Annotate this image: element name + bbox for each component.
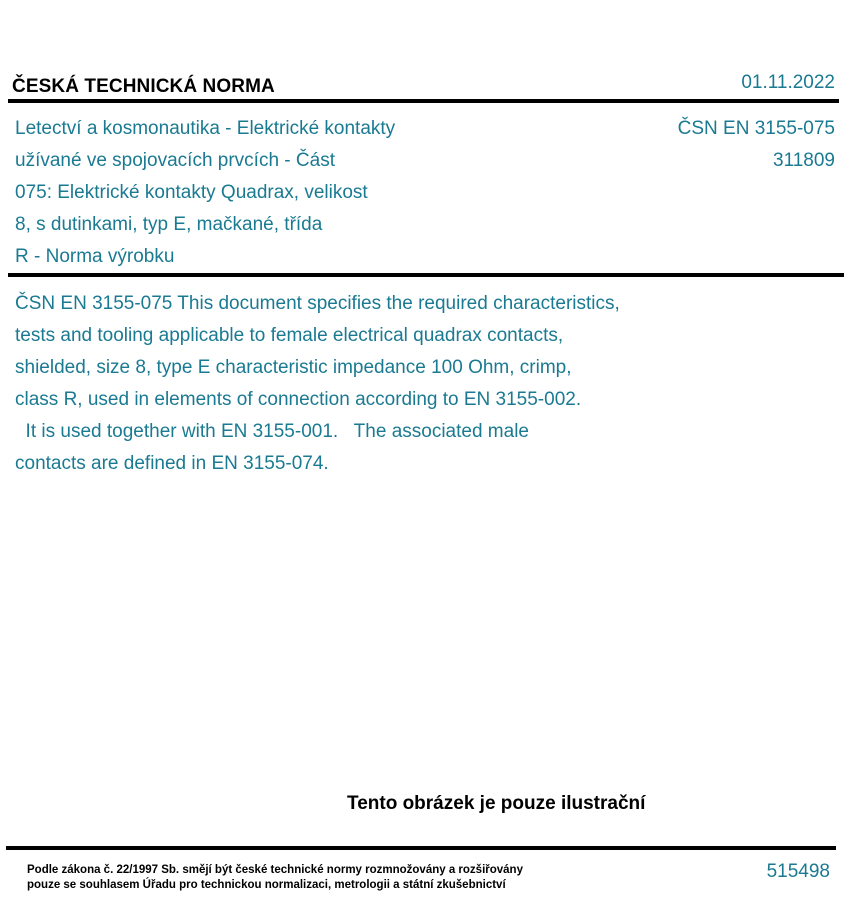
document-header-title: ČESKÁ TECHNICKÁ NORMA xyxy=(12,76,275,97)
catalog-number: 515498 xyxy=(766,861,830,882)
abstract-line: ČSN EN 3155-075 This document specifies the required characteristics, xyxy=(15,293,620,314)
norm-title-line: 8, s dutinkami, typ E, mačkané, třída xyxy=(15,214,323,235)
copyright-notice-line: Podle zákona č. 22/1997 Sb. smějí být české technické normy rozmnožovány a rozšiřovány xyxy=(27,864,523,876)
norm-class-code: 311809 xyxy=(773,150,835,171)
norm-designation: ČSN EN 3155-075 xyxy=(677,118,835,139)
abstract-line: tests and tooling applicable to female electrical quadrax contacts, xyxy=(15,325,564,346)
header-divider xyxy=(8,99,839,103)
abstract-line: contacts are defined in EN 3155-074. xyxy=(15,453,329,474)
norm-title-line: 075: Elektrické kontakty Quadrax, velikost xyxy=(15,182,368,203)
footer-divider xyxy=(6,846,836,850)
norm-title-line: R - Norma výrobku xyxy=(15,246,175,267)
publication-date: 01.11.2022 xyxy=(741,72,835,93)
title-divider xyxy=(8,273,844,277)
copyright-notice-line: pouze se souhlasem Úřadu pro technickou normalizaci, metrologii a státní zkušebnictví xyxy=(27,879,506,891)
abstract-line: It is used together with EN 3155-001. The associated male xyxy=(15,421,529,442)
norm-title-line: užívané ve spojovacích prvcích - Část xyxy=(15,150,335,171)
illustration-notice: Tento obrázek je pouze ilustrační xyxy=(347,793,646,814)
abstract-line: shielded, size 8, type E characteristic impedance 100 Ohm, crimp, xyxy=(15,357,572,378)
norm-title-line: Letectví a kosmonautika - Elektrické kontakty xyxy=(15,118,396,139)
abstract-line: class R, used in elements of connection according to EN 3155-002. xyxy=(15,389,582,410)
